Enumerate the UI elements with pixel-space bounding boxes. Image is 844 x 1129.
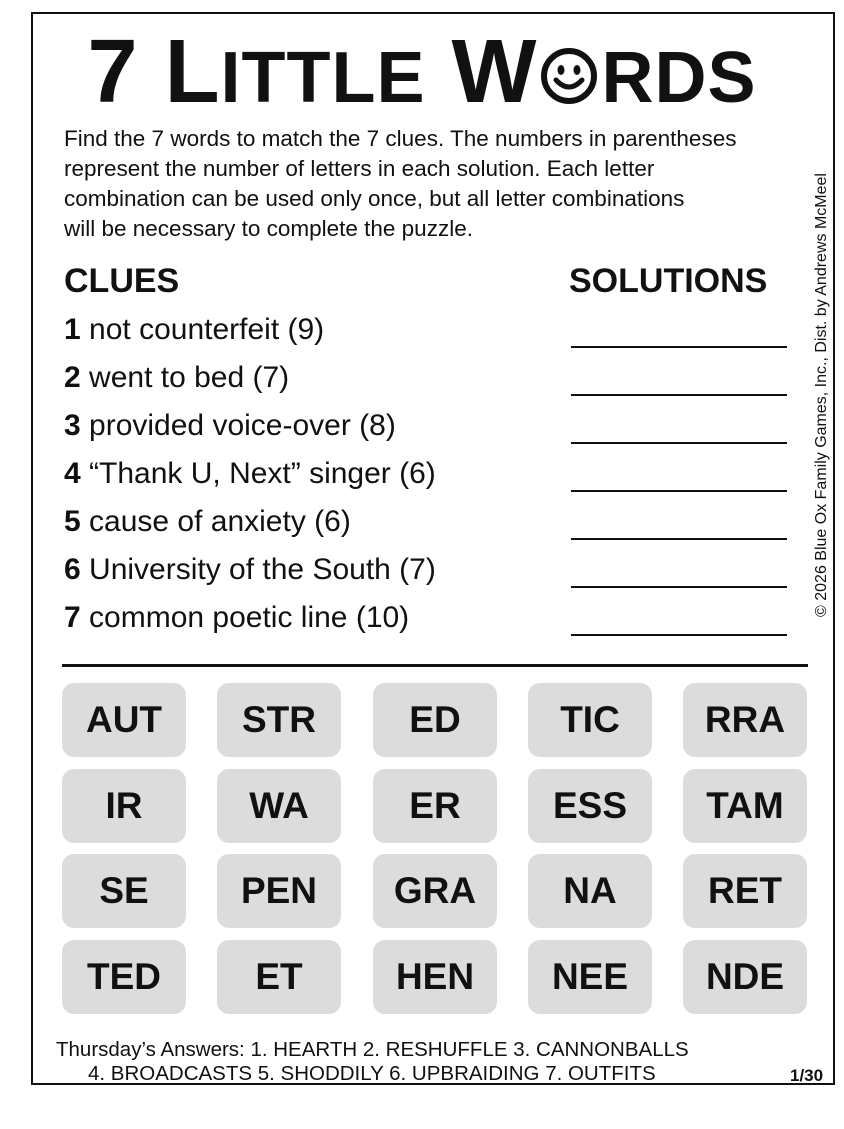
letter-tile[interactable]: HEN <box>373 940 497 1014</box>
puzzle-date: 1/30 <box>790 1066 824 1085</box>
title-w: W <box>425 22 538 122</box>
clue-text: common poetic line (10) <box>89 601 410 634</box>
solution-line-3[interactable] <box>571 442 787 444</box>
letter-tile[interactable]: ED <box>373 683 497 757</box>
letter-tile[interactable]: NDE <box>683 940 807 1014</box>
clue-text: provided voice-over (8) <box>89 409 396 442</box>
solution-line-4[interactable] <box>571 490 787 492</box>
letter-tile[interactable]: PEN <box>217 854 341 928</box>
clue-4 <box>64 457 436 491</box>
instructions <box>64 124 809 244</box>
letter-tile[interactable]: TAM <box>683 769 807 843</box>
clue-number: 4 <box>64 457 81 490</box>
divider <box>62 664 808 667</box>
instructions-line: Find the 7 words to match the 7 clues. The numbers in parentheses <box>64 126 737 151</box>
title-rds: RDS <box>601 38 757 118</box>
clue-1 <box>64 313 324 347</box>
letter-tile[interactable]: ESS <box>528 769 652 843</box>
title-ittle: ITTLE <box>220 38 426 118</box>
letter-tile[interactable]: TIC <box>528 683 652 757</box>
solution-line-2[interactable] <box>571 394 787 396</box>
clue-number: 2 <box>64 361 81 394</box>
letter-tile[interactable]: IR <box>62 769 186 843</box>
letter-tile[interactable]: SE <box>62 854 186 928</box>
answers-line-2: 4. BROADCASTS 5. SHODDILY 6. UPBRAIDING 7. OUTFITS <box>88 1062 656 1085</box>
letter-tile[interactable]: NA <box>528 854 652 928</box>
puzzle-title <box>0 22 844 128</box>
clue-text: went to bed (7) <box>89 361 290 394</box>
letter-tile[interactable]: RRA <box>683 683 807 757</box>
instructions-line: represent the number of letters in each solution. Each letter <box>64 156 655 181</box>
letter-tile[interactable]: NEE <box>528 940 652 1014</box>
clue-number: 6 <box>64 553 81 586</box>
clue-number: 1 <box>64 313 81 346</box>
clue-2 <box>64 361 289 395</box>
clue-5 <box>64 505 351 539</box>
letter-tile[interactable]: WA <box>217 769 341 843</box>
clue-text: University of the South (7) <box>89 553 436 586</box>
letter-tile[interactable]: GRA <box>373 854 497 928</box>
copyright-notice: © 2026 Blue Ox Family Games, Inc., Dist. by Andrews McMeel <box>813 173 830 617</box>
clue-text: “Thank U, Next” singer (6) <box>89 457 436 490</box>
clue-text: not counterfeit (9) <box>89 313 325 346</box>
solution-line-7[interactable] <box>571 634 787 636</box>
instructions-line: will be necessary to complete the puzzle. <box>64 216 473 241</box>
clue-6 <box>64 553 436 587</box>
clue-7 <box>64 601 409 635</box>
answers-line-1: Thursday’s Answers: 1. HEARTH 2. RESHUFFLE 3. CANNONBALLS <box>56 1038 689 1061</box>
clue-3 <box>64 409 396 443</box>
solutions-heading: SOLUTIONS <box>569 262 768 300</box>
solution-line-1[interactable] <box>571 346 787 348</box>
letter-tile[interactable]: AUT <box>62 683 186 757</box>
letter-tile[interactable]: ET <box>217 940 341 1014</box>
clue-text: cause of anxiety (6) <box>89 505 351 538</box>
clues-heading: CLUES <box>64 262 180 300</box>
letter-tile[interactable]: TED <box>62 940 186 1014</box>
solution-line-5[interactable] <box>571 538 787 540</box>
solution-line-6[interactable] <box>571 586 787 588</box>
instructions-line: combination can be used only once, but all letter combinations <box>64 186 685 211</box>
previous-answers <box>56 1038 816 1086</box>
clue-number: 7 <box>64 601 81 634</box>
letter-tile[interactable]: STR <box>217 683 341 757</box>
clue-number: 3 <box>64 409 81 442</box>
letter-tile[interactable]: ER <box>373 769 497 843</box>
smiley-face-icon <box>539 46 599 106</box>
clue-number: 5 <box>64 505 81 538</box>
letter-tile[interactable]: RET <box>683 854 807 928</box>
title-number: 7 <box>87 22 165 122</box>
title-l: L <box>164 22 221 122</box>
